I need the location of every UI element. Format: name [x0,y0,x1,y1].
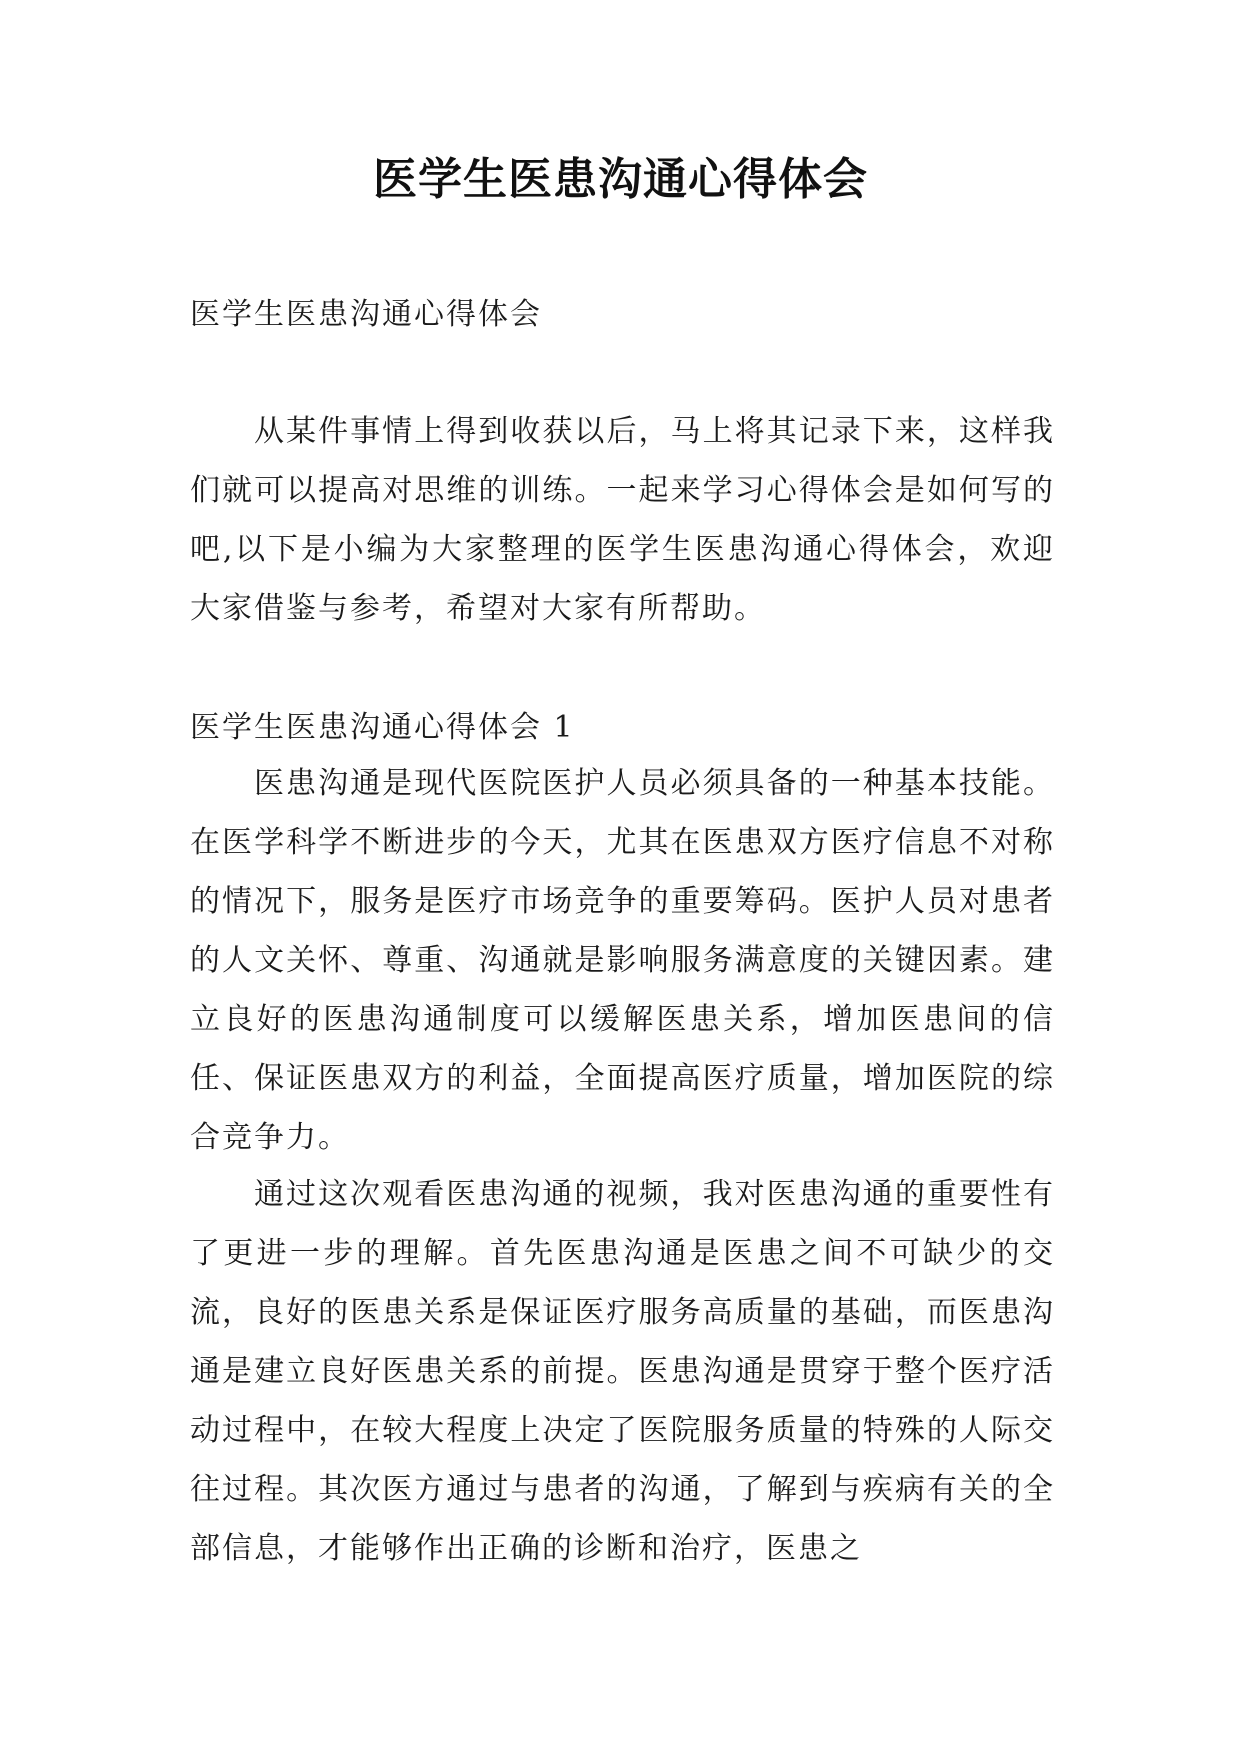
document-title: 医学生医患沟通心得体会 [373,154,868,205]
section-heading: 医学生医患沟通心得体会 1 [190,710,575,745]
intro-paragraph: 从某件事情上得到收获以后，马上将其记录下来，这样我们就可以提高对思维的训练。一起来学习心得体会是如何写的吧,以下是小编为大家整理的医学生医患沟通心得体会，欢迎大家借鉴与参考，希望对大家有所帮助。 [190,414,1055,626]
body-paragraph-2: 通过这次观看医患沟通的视频，我对医患沟通的重要性有了更进一步的理解。首先医患沟通是医患之间不可缺少的交流，良好的医患关系是保证医疗服务高质量的基础，而医患沟通是建立良好医患关系的前提。医患沟通是贯穿于整个医疗活动过程中，在较大程度上决定了医院服务质量的特殊的人际交往过程。其次医方通过与患者的沟通，了解到与疾病有关的全部信息，才能够作出正确的诊断和治疗，医患之 [190,1177,1055,1566]
body-paragraph-1: 医患沟通是现代医院医护人员必须具备的一种基本技能。在医学科学不断进步的今天，尤其在医患双方医疗信息不对称的情况下，服务是医疗市场竞争的重要筹码。医护人员对患者的人文关怀、尊重、沟通就是影响服务满意度的关键因素。建立良好的医患沟通制度可以缓解医患关系，增加医患间的信任、保证医患双方的利益，全面提高医疗质量，增加医院的综合竞争力。 [190,766,1055,1155]
document-subtitle: 医学生医患沟通心得体会 [190,297,542,332]
